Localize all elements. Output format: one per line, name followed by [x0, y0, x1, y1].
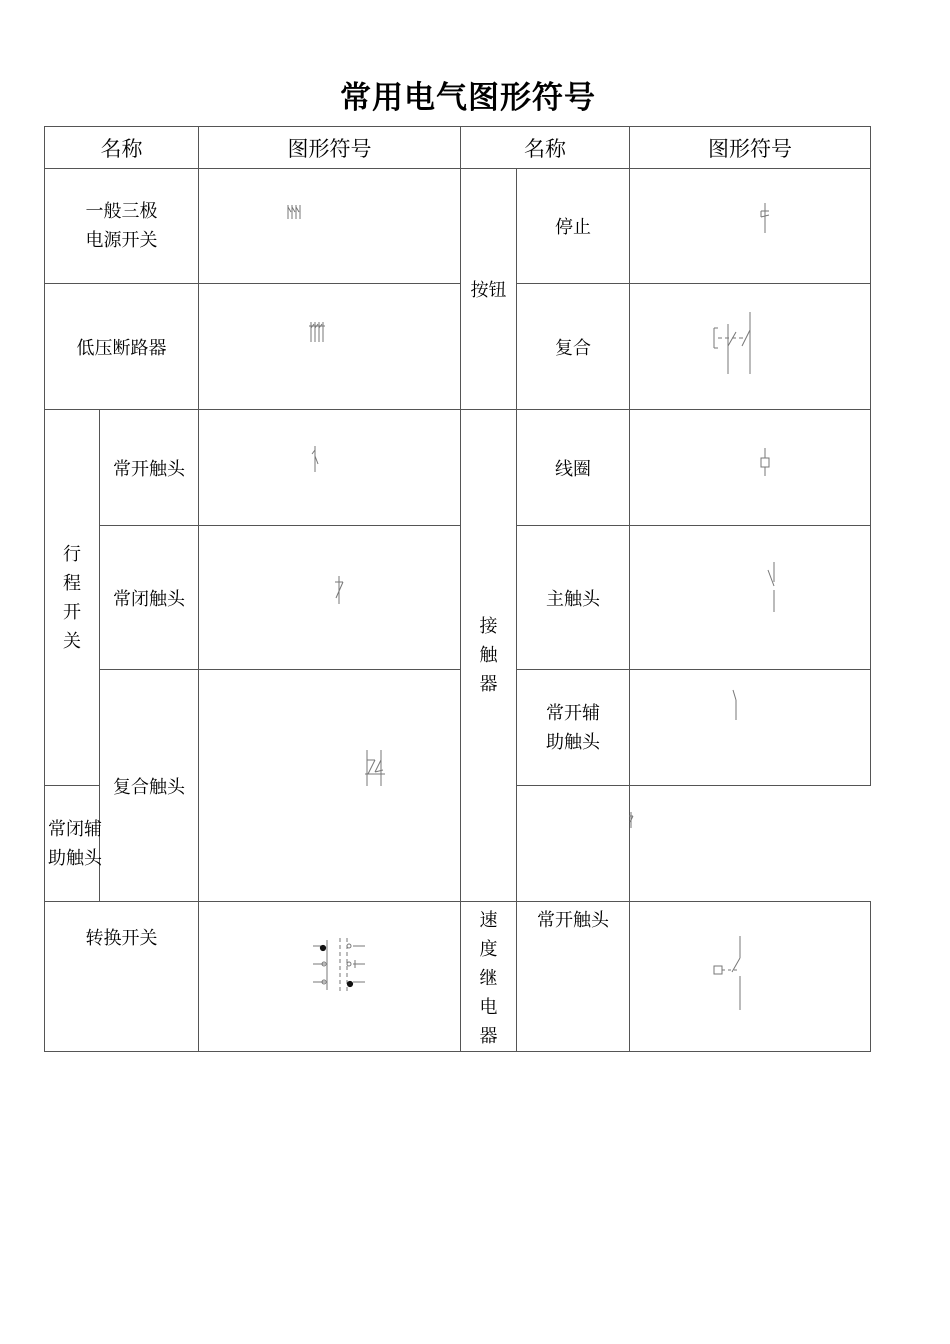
- name-no-aux-contact: 常开辅助触头: [517, 670, 630, 786]
- name-travel-nc-contact: 常闭触头: [100, 526, 199, 670]
- header-symbol-left: 图形符号: [199, 127, 461, 169]
- name-nc-aux-contact: 常闭辅助触头: [45, 786, 100, 902]
- symbol-cell-no-aux-contact: [630, 670, 871, 786]
- header-name-right: 名称: [461, 127, 630, 169]
- symbol-cell-breaker: [199, 284, 461, 410]
- normally-closed-contact-icon: [199, 526, 461, 670]
- symbol-cell-main-contact: [630, 526, 871, 670]
- symbol-cell-three-pole-switch: [199, 169, 461, 284]
- name-travel-no-contact: 常开触头: [100, 410, 199, 526]
- coil-icon: [630, 410, 871, 526]
- table-row: [45, 526, 871, 670]
- name-speed-relay-no-contact: 常开触头: [517, 902, 630, 1052]
- name-three-pole-switch: 一般三极电源开关: [45, 169, 199, 284]
- group-button: 按钮: [461, 169, 517, 410]
- table-row: [45, 410, 871, 526]
- symbol-cell-stop-button: [630, 169, 871, 284]
- symbol-cell-travel-no-contact: [199, 410, 461, 526]
- compound-contact-icon: [199, 670, 461, 902]
- aux-no-contact-icon: [630, 670, 871, 786]
- symbol-cell-transfer-switch: [199, 902, 461, 1052]
- table-row: [45, 902, 871, 1052]
- name-coil: 线圈: [517, 410, 630, 526]
- three-pole-switch-icon: [199, 169, 461, 284]
- group-contactor: 接触器: [461, 410, 517, 902]
- symbol-table: [44, 126, 871, 1052]
- symbol-cell-speed-relay: [630, 902, 871, 1052]
- symbol-cell-nc-aux-contact: [517, 786, 630, 902]
- compound-button-icon: [630, 284, 871, 410]
- table-row: [45, 670, 871, 786]
- name-low-voltage-breaker: 低压断路器: [45, 284, 199, 410]
- symbol-cell-compound-button: [630, 284, 871, 410]
- stop-button-icon: [630, 169, 871, 284]
- page-title: 常用电气图形符号: [340, 80, 596, 116]
- aux-nc-contact-icon: [517, 786, 758, 902]
- symbol-cell-travel-nc-contact: [199, 526, 461, 670]
- name-travel-compound-contact: 复合触头: [100, 670, 199, 902]
- name-main-contact: 主触头: [517, 526, 630, 670]
- table-row: [45, 284, 871, 410]
- group-travel-switch: 行程开关: [45, 410, 100, 786]
- main-contact-icon: [630, 526, 871, 670]
- name-stop-button: 停止: [517, 169, 630, 284]
- speed-relay-contact-icon: [630, 902, 871, 1046]
- name-compound-button: 复合: [517, 284, 630, 410]
- symbol-cell-travel-compound-contact: [199, 670, 461, 902]
- header-name-left: 名称: [45, 127, 199, 169]
- circuit-breaker-icon: [199, 284, 461, 410]
- symbol-cell-coil: [630, 410, 871, 526]
- name-transfer-switch: 转换开关: [45, 902, 199, 1052]
- header-row: [45, 127, 871, 169]
- normally-open-contact-icon: [199, 410, 461, 526]
- transfer-switch-icon: [199, 902, 461, 1046]
- header-symbol-right: 图形符号: [630, 127, 871, 169]
- table-row: [45, 169, 871, 284]
- group-speed-relay: 速度继电器: [461, 902, 517, 1052]
